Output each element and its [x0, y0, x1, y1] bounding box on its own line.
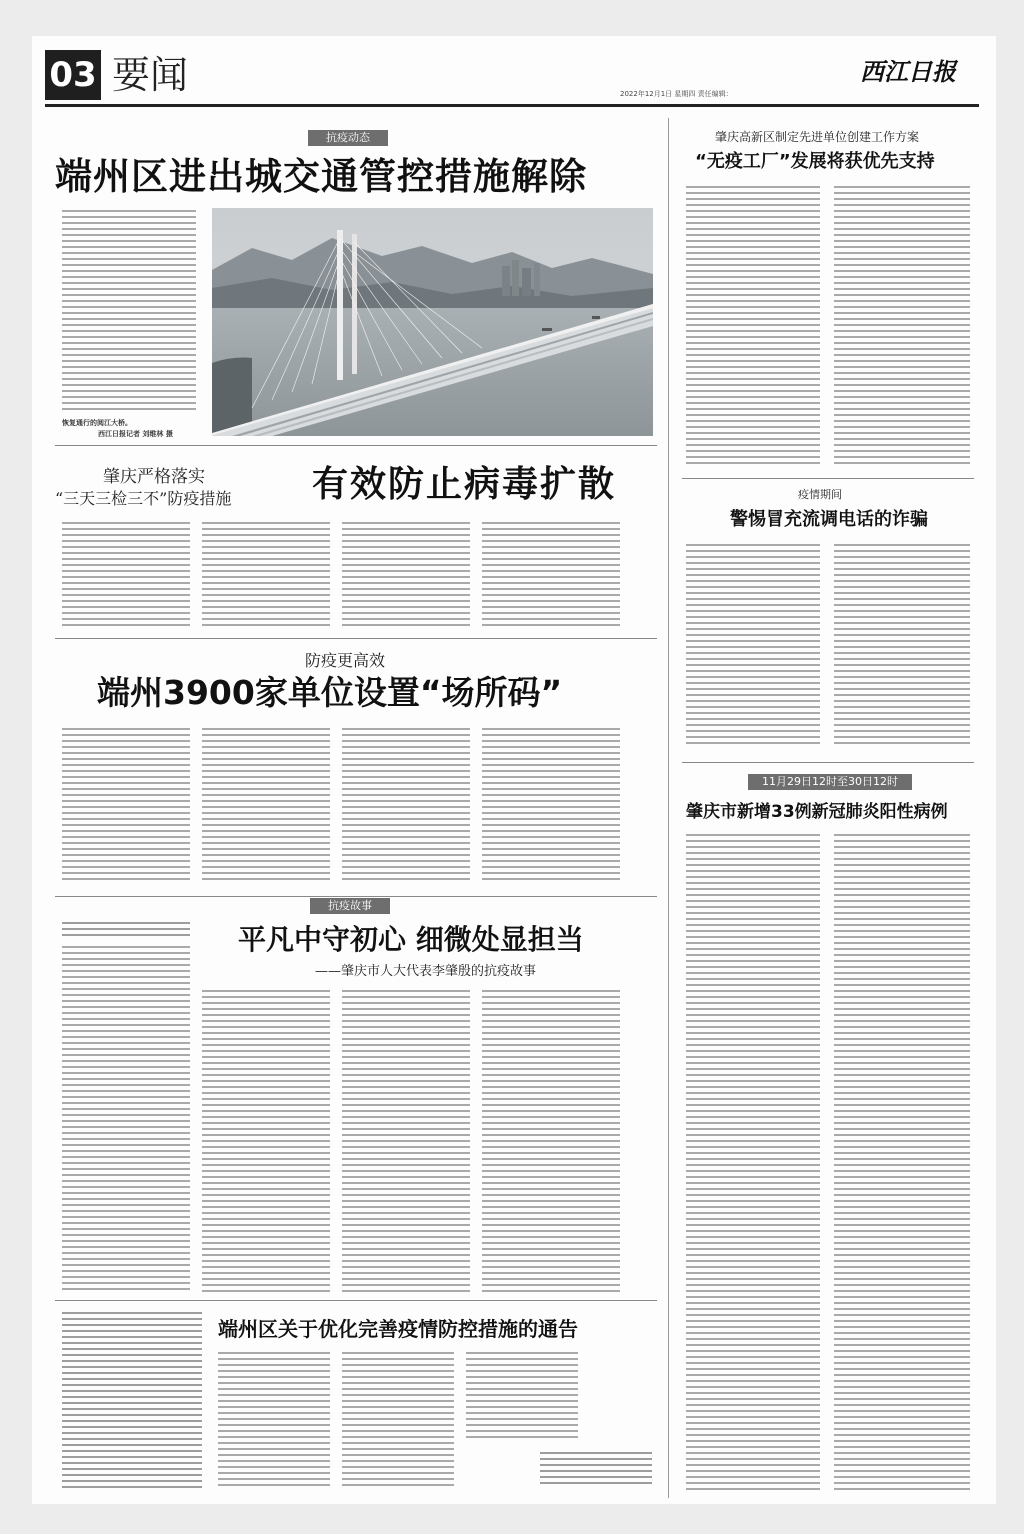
column-divider [668, 118, 669, 1498]
dateline: 2022年12月1日 星期四 责任编辑： [620, 90, 733, 98]
section-title: 要闻 [112, 53, 189, 97]
article-kicker: 肇庆高新区制定先进单位创建工作方案 [715, 130, 920, 144]
article-body [62, 522, 190, 628]
article-body [834, 834, 970, 1490]
article-body [342, 990, 470, 1294]
headline: 端州区进出城交通管控措施解除 [55, 155, 587, 198]
article-lead [62, 1312, 202, 1490]
section-rule [55, 1300, 657, 1301]
section-rule [55, 896, 657, 897]
article-kicker: 防疫更高效 [305, 651, 386, 670]
article-body [218, 1352, 330, 1490]
article-body [342, 1352, 454, 1490]
article-body [202, 990, 330, 1294]
headline: 端州区关于优化完善疫情防控措施的通告 [218, 1317, 578, 1341]
article-kicker: 肇庆严格落实 [103, 467, 205, 487]
notice-signature [540, 1452, 652, 1488]
masthead-logo: 西江日报 [860, 57, 956, 86]
page-number: 03 [45, 50, 101, 100]
headline: 平凡中守初心 细微处显担当 [238, 923, 584, 956]
section-rule [682, 762, 974, 763]
article-body [342, 522, 470, 628]
headline: 端州3900家单位设置“场所码” [97, 673, 563, 712]
article-body [202, 522, 330, 628]
article-body [482, 728, 620, 884]
headline: 警惕冒充流调电话的诈骗 [730, 509, 928, 530]
photo-credit: 西江日报记者 刘维林 摄 [98, 430, 173, 438]
article-tag: 疫情期间 [798, 488, 842, 501]
article-body [62, 946, 190, 1294]
bridge-photo [212, 208, 653, 436]
headline: “无疫工厂”发展将获优先支持 [695, 151, 935, 172]
article-body [686, 544, 820, 748]
article-kicker: “三天三检三不”防疫措施 [55, 489, 232, 508]
article-body [62, 922, 190, 936]
photo-caption: 恢复通行的阅江大桥。 [62, 419, 132, 427]
article-body [482, 990, 620, 1294]
article-tag: 抗疫动态 [308, 130, 388, 146]
section-rule [682, 478, 974, 479]
article-subtitle: ——肇庆市人大代表李肇殷的抗疫故事 [315, 964, 537, 979]
section-rule [55, 445, 657, 446]
article-tag: 11月29日12时至30日12时 [748, 774, 912, 790]
article-body [834, 186, 970, 464]
headline: 有效防止病毒扩散 [312, 464, 617, 505]
article-body [62, 210, 196, 410]
article-body [466, 1352, 578, 1442]
article-body [834, 544, 970, 748]
article-body [202, 728, 330, 884]
article-body [686, 834, 820, 1490]
article-body [62, 728, 190, 884]
header-rule [45, 104, 979, 107]
article-body [686, 186, 820, 464]
headline: 肇庆市新增33例新冠肺炎阳性病例 [686, 802, 948, 822]
section-rule [55, 638, 657, 639]
article-body [342, 728, 470, 884]
article-body [482, 522, 620, 628]
article-tag: 抗疫故事 [310, 898, 390, 914]
